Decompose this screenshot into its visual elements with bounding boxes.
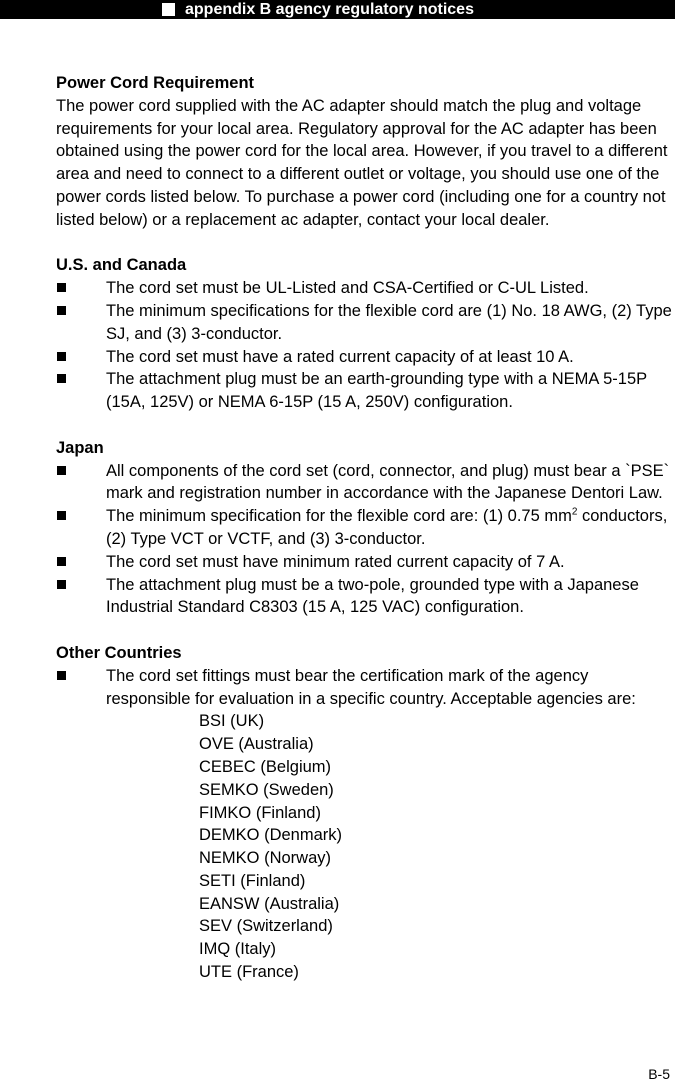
square-bullet-icon — [57, 580, 66, 589]
us-canada-list — [56, 277, 675, 414]
square-bullet-icon — [57, 466, 66, 475]
spacer — [56, 232, 675, 255]
list-item-text: The cord set must be UL-Listed and CSA-Certified or C-UL Listed. — [106, 279, 589, 298]
list-item — [56, 505, 675, 551]
list-item-text: The attachment plug must be a two-pole, grounded type with a Japanese Industrial Standard C8303 (15 A, 125 VAC) configuration. — [106, 575, 639, 617]
list-item-text: The cord set must have a rated current capacity of at least 10 A. — [106, 347, 574, 366]
agency-item: FIMKO (Finland) — [199, 803, 321, 822]
superscript: 2 — [571, 506, 578, 518]
page-content — [56, 72, 675, 984]
agency-item: NEMKO (Norway) — [199, 849, 332, 868]
agency-item: UTE (France) — [199, 963, 299, 982]
agency-item: EANSW (Australia) — [199, 894, 340, 913]
agency-item: IMQ (Italy) — [199, 940, 276, 959]
spacer — [56, 619, 675, 642]
japan-heading: Japan — [56, 438, 104, 457]
list-item — [56, 368, 675, 414]
square-bullet-icon — [57, 511, 66, 520]
list-item — [56, 574, 675, 620]
list-item — [56, 665, 675, 984]
agency-item: BSI (UK) — [199, 712, 265, 731]
list-item — [56, 551, 675, 574]
square-bullet-icon — [57, 283, 66, 292]
square-bullet-icon — [57, 352, 66, 361]
list-item-text: The cord set fittings must bear the certification mark of the agency responsible for evaluation in a specific country. Acceptable agencies are: — [106, 666, 636, 708]
power-cord-paragraph: The power cord supplied with the AC adapter should match the plug and voltage requirements for your local area. Regulatory approval for the AC adapter has been obtained using the power cord for the local area. However, if you travel to a different area and need to connect to a different outlet or voltage, you should use one of the power cords listed below. To purchase a power cord (including one for a country not listed below) or a replacement ac adapter, contact your local dealer. — [56, 96, 668, 229]
list-item-text: The minimum specifications for the flexible cord are (1) No. 18 AWG, (2) Type SJ, and (3) 3-conductor. — [106, 301, 672, 343]
agency-item: DEMKO (Denmark) — [199, 826, 343, 845]
spacer — [56, 414, 675, 437]
other-countries-heading: Other Countries — [56, 643, 182, 662]
agency-item: SETI (Finland) — [199, 871, 306, 890]
agency-item: SEMKO (Sweden) — [199, 780, 334, 799]
header-square-icon — [162, 3, 175, 16]
square-bullet-icon — [57, 671, 66, 680]
list-item — [56, 277, 675, 300]
agency-item: OVE (Australia) — [199, 735, 314, 754]
list-item-text: The attachment plug must be an earth-grounding type with a NEMA 5-15P (15A, 125V) or NEMA 6-15P (15 A, 250V) configuration. — [106, 370, 647, 412]
agency-item: CEBEC (Belgium) — [199, 757, 332, 776]
chapter-title: appendix B agency regulatory notices — [185, 1, 474, 18]
chapter-header — [0, 0, 675, 19]
agency-list — [106, 710, 675, 984]
list-item — [56, 460, 675, 506]
list-item — [56, 346, 675, 369]
square-bullet-icon — [57, 374, 66, 383]
square-bullet-icon — [57, 557, 66, 566]
list-item-text: The cord set must have minimum rated current capacity of 7 A. — [106, 552, 565, 571]
page-number: B-5 — [648, 1066, 670, 1082]
list-item-text: conductors, (2) Type VCT or VCTF, and (3) 3-conductor. — [106, 507, 668, 548]
japan-list — [56, 460, 675, 620]
square-bullet-icon — [57, 306, 66, 315]
list-item-text: All components of the cord set (cord, connector, and plug) must bear a `PSE` mark and registration number in accordance with the Japanese Dentori Law. — [106, 461, 670, 503]
list-item — [56, 300, 675, 346]
power-cord-heading: Power Cord Requirement — [56, 74, 255, 92]
us-canada-heading: U.S. and Canada — [56, 256, 187, 275]
list-item-text: The minimum specification for the flexible cord are: (1) 0.75 mm — [106, 507, 572, 526]
other-countries-list — [56, 665, 675, 984]
agency-item: SEV (Switzerland) — [199, 917, 333, 936]
